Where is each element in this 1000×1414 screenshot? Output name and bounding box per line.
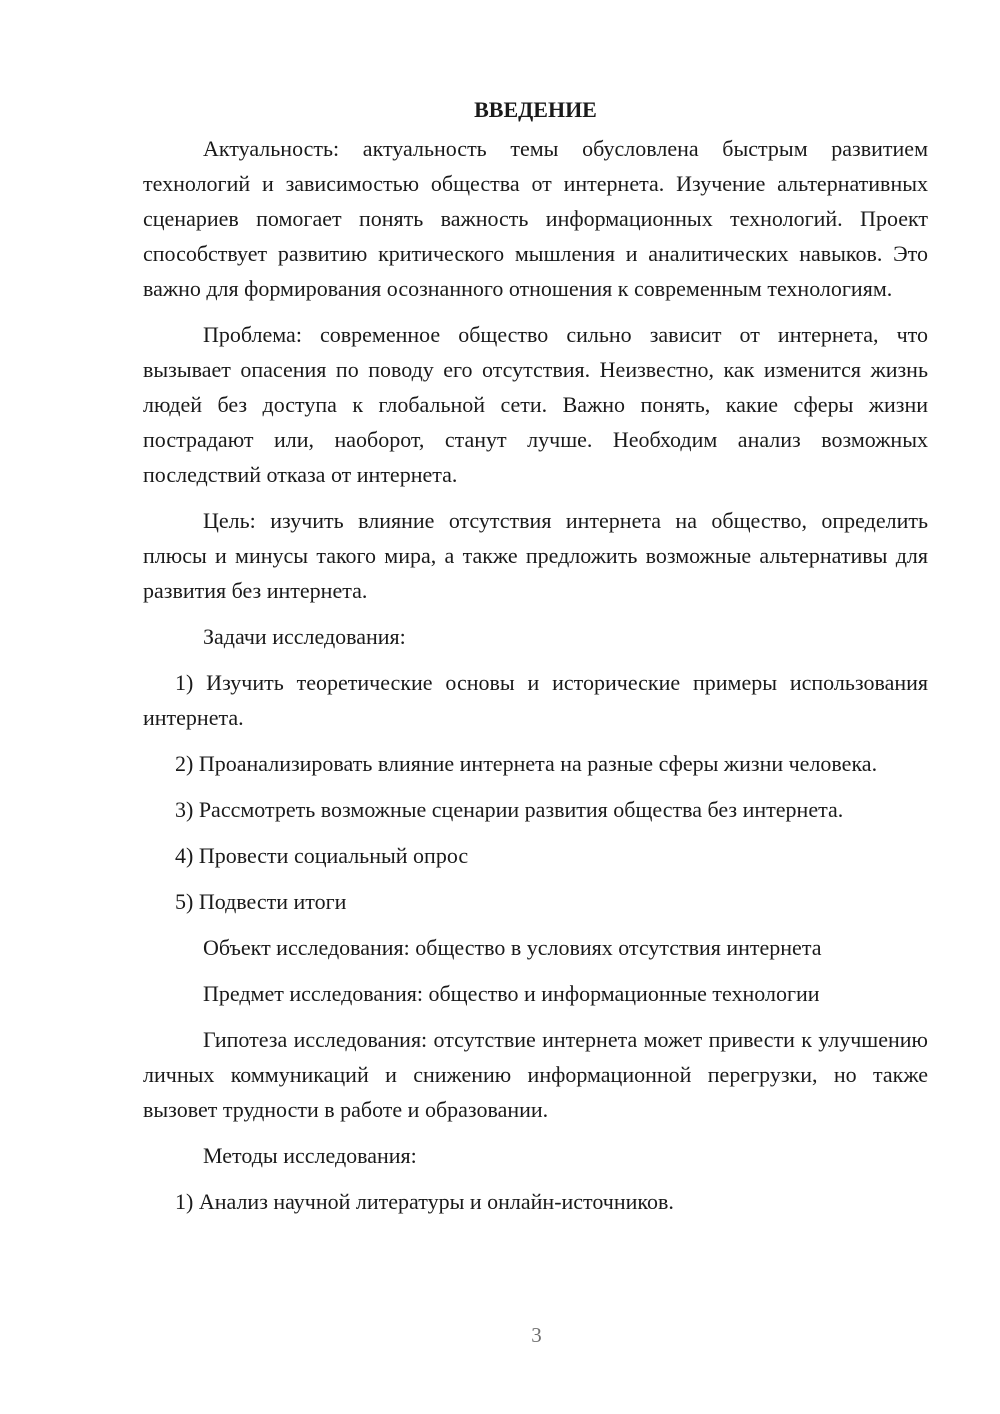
relevance-paragraph: Актуальность: актуальность темы обусловлена быстрым развитием технологий и зависимостью общества от интернета. Изучение альтернативных сценариев помогает понять важность информационных технологий. Проект способствует развитию критического мышления и аналитических навыков. Это важно для формирования осознанного отношения к современным технологиям. xyxy=(143,136,928,301)
methods-heading: Методы исследования: xyxy=(203,1143,417,1168)
page-title: ВВЕДЕНИЕ xyxy=(474,97,597,122)
tasks-heading: Задачи исследования: xyxy=(203,624,406,649)
goal-paragraph: Цель: изучить влияние отсутствия интернета на общество, определить плюсы и минусы такого мира, а также предложить возможные альтернативы для развития без интернета. xyxy=(143,508,928,603)
research-object: Объект исследования: общество в условиях отсутствия интернета xyxy=(203,935,822,960)
page-number: 3 xyxy=(531,1323,542,1347)
problem-paragraph: Проблема: современное общество сильно зависит от интернета, что вызывает опасения по поводу его отсутствия. Неизвестно, как изменится жизнь людей без доступа к глобальной сети. Важно понять, какие сферы жизни пострадают или, наоборот, станут лучше. Необходим анализ возможных последствий отказа от интернета. xyxy=(143,322,928,487)
method-item-1: 1) Анализ научной литературы и онлайн-источников. xyxy=(175,1189,674,1214)
task-item-4: 4) Провести социальный опрос xyxy=(175,843,469,868)
task-item-3: 3) Рассмотреть возможные сценарии развития общества без интернета. xyxy=(175,797,844,822)
task-item-1: 1) Изучить теоретические основы и исторические примеры использования интернета. xyxy=(143,670,928,730)
research-hypothesis: Гипотеза исследования: отсутствие интернета может привести к улучшению личных коммуникаций и снижению информационной перегрузки, но также вызовет трудности в работе и образовании. xyxy=(143,1027,928,1122)
task-item-5: 5) Подвести итоги xyxy=(175,889,347,914)
task-item-2: 2) Проанализировать влияние интернета на разные сферы жизни человека. xyxy=(175,751,878,776)
page-content xyxy=(143,92,928,1219)
research-subject: Предмет исследования: общество и информационные технологии xyxy=(203,981,820,1006)
